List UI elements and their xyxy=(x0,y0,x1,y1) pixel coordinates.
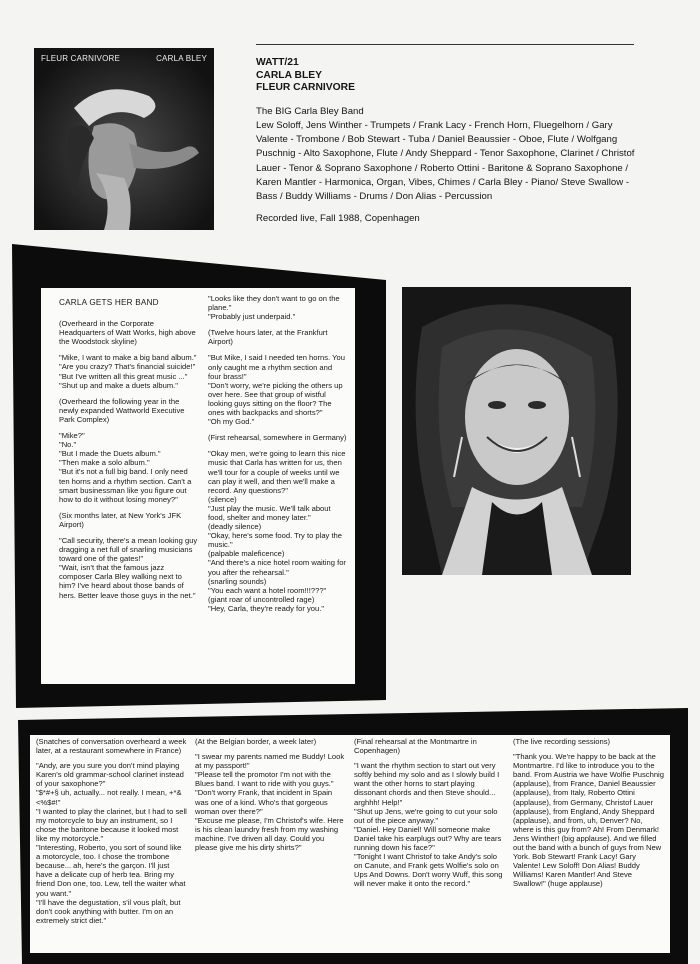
story-paragraph: "I want the rhythm section to start out very softly behind my solo and as I slowly build I want the other horns to start playing dissonant chords and then Steve should... arghhh! Help!" "Shut up Jens, we're going to cut your solo out of the piece anyway." "Daniel. Hey Daniel! Will someone make Daniel take his earplugs out? Why are tears running down his face?" "Tonight I want Christof to take Andy's solo on Canute, and Frank gets Wolfie's solo on Ups And Downs. Don't worry Wuff, this song will never make it onto the record." xyxy=(354,761,503,889)
story-paragraph: "Andy, are you sure you don't mind playing Karen's old grammar-school clarinet instead of your saxophone?" "$*#+§ uh, actually... not really. I mean, +*&<%$#!" "I wanted to play the clarinet, but I had to sell my motorcycle to buy an instrument, so I chose the baritone because it looked most like my motorcycle." "Interesting, Roberto, you sort of sound like a motorcycle, too. I chose the trombone because... ah, here's the garçon. I'll just have a delicate cup of herb tea. Bring my friend Don one, too. Lew, tell the waiter what you want." "I'll have the degustation, s'il vous plaît, but don't cook anything with butter. I'm on an extremely strict diet." xyxy=(36,761,187,925)
story-paragraph: (Overheard the following year in the newly expanded Wattworld Executive Park Complex) xyxy=(59,396,185,424)
story-panel-2 xyxy=(30,735,670,953)
story1-left-column xyxy=(59,294,198,684)
story-paragraph: "I swear my parents named me Buddy! Look at my passport!" "Please tell the promotor I'm not with the Blues band. I want to ride with you guys." "Don't worry Frank, that incident in Spain was one of a kind. Who's that gorgeous woman over there?" "Excuse me please, I'm Christof's wife. Here is his clean laundry fresh from my washing machine. I've driven all day. Could you please give me his dirty shirts?" xyxy=(195,752,345,853)
story-paragraph: (Final rehearsal at the Montmartre in Copenhagen) xyxy=(354,737,477,756)
story-paragraph: "Okay men, we're going to learn this nice music that Carla has written for us, then we'll tour for a couple of weeks until we can play it well, and then we'll make a record. Any questions?" (silence) "Just play the music. We'll talk about food, shelter and money later." (deadly silence) "Okay, here's some food. Try to play the music." (palpable maleficence) "And there's a nice hotel room waiting for you after the rehearsal." (snarling sounds) "You each want a hotel room!!!???" (giant roar of uncontrolled rage) "Hey, Carla, they're ready for you." xyxy=(208,449,346,613)
story-paragraph: "Looks like they don't want to go on the plane." "Probably just underpaid." xyxy=(208,294,340,322)
cover-title-text: FLEUR CARNIVORE xyxy=(41,54,121,63)
story-paragraph: (The live recording sessions) xyxy=(513,737,611,746)
story1-right-column xyxy=(208,294,347,684)
portrait-image xyxy=(402,287,631,575)
catalog-number: WATT/21 xyxy=(256,57,299,68)
story-paragraph: (Overheard in the Corporate Headquarters of Watt Works, high above the Woodstock skyline) xyxy=(59,319,196,347)
album-title: FLEUR CARNIVORE xyxy=(256,82,355,93)
story-paragraph: (Snatches of conversation overheard a week later, at a restaurant somewhere in France) xyxy=(36,737,187,756)
story-paragraph: (Six months later, at New York's JFK Airport) xyxy=(59,510,182,529)
story-paragraph: (At the Belgian border, a week later) xyxy=(195,737,317,746)
story-heading: CARLA GETS HER BAND xyxy=(59,298,159,307)
cover-artist-text: CARLA BLEY xyxy=(156,54,207,63)
story-paragraph: "Mike?" "No." "But I made the Duets album." "Then make a solo album." "But it's not a full big band. I only need ten horns and a rhythm section. Can't a smart businessman like you figure out how to do it without losing money?" xyxy=(59,431,192,504)
story-paragraph: (Twelve hours later, at the Frankfurt Airport) xyxy=(208,328,328,347)
story-paragraph: (First rehearsal, somewhere in Germany) xyxy=(208,433,347,443)
story2-column-4 xyxy=(513,737,664,953)
story-paragraph: "Mike, I want to make a big band album." "Are you crazy? That's financial suicide!" "But I've written all this great music ..." "Shut up and make a duets album." xyxy=(59,353,197,390)
story-paragraph: "Call security, there's a mean looking guy dragging a net full of snarling musicians toward one of the gates!" "Wait, isn't that the famous jazz composer Carla Bley walking next to him? I've heard about those bands of hers. Better leave those guys in the net." xyxy=(59,535,198,600)
story2-column-3 xyxy=(354,737,505,953)
story-paragraph: "Thank you. We're happy to be back at the Montmartre. I'd like to introduce you to the band. From Austria we have Wolfie Puschnig (applause), from France, Daniel Beaussier (applause), from Italy, Roberto Ottini (applause), from Germany, Christof Lauer (applause), from England, Andy Sheppard (applause), and from, uh, Denver? No, where is this guy from? Ah! From Denmark! Jens Winther! (big applause). And we filled out the band with a bunch of guys from New York. Bob Stewart! Frank Lacy! Gary Valente! Lew Soloff! Don Alias! Buddy Williams! Karen Mantler! And Steve Swallow!" (huge applause) xyxy=(513,752,664,889)
musician-list: Lew Soloff, Jens Winther - Trumpets / Frank Lacy - French Horn, Fluegelhorn / Gary Valente - Trombone / Bob Stewart - Tuba / Daniel Beaussier - Oboe, Flute / Wolfgang Puschnig - Alto Saxophone, Flute / Andy Sheppard - Tenor Saxophone, Clarinet / Christof Lauer - Tenor & Soprano Saxophone / Roberto Ottini - Baritone & Soprano Saxophone / Karen Mantler - Harmonica, Organ, Vibes, Chimes / Carla Bley - Piano/ Steve Swallow - Bass / Buddy Williams - Drums / Don Alias - Percussion xyxy=(256,119,635,203)
story-panel-1 xyxy=(41,288,355,684)
artist-photo xyxy=(402,287,631,575)
story2-column-1 xyxy=(36,737,187,953)
story-paragraph: "But Mike, I said I needed ten horns. You only caught me a rhythm section and four brass!" "Don't worry, we're picking the others up over here. See that group of wistful looking guys sitting on the floor? The ones with backpacks and shorts?" "Oh my God." xyxy=(208,353,345,427)
recording-note: Recorded live, Fall 1988, Copenhagen xyxy=(256,212,420,224)
artist-name: CARLA BLEY xyxy=(256,69,322,81)
story2-column-2 xyxy=(195,737,346,953)
band-name: The BIG Carla Bley Band xyxy=(256,105,364,117)
